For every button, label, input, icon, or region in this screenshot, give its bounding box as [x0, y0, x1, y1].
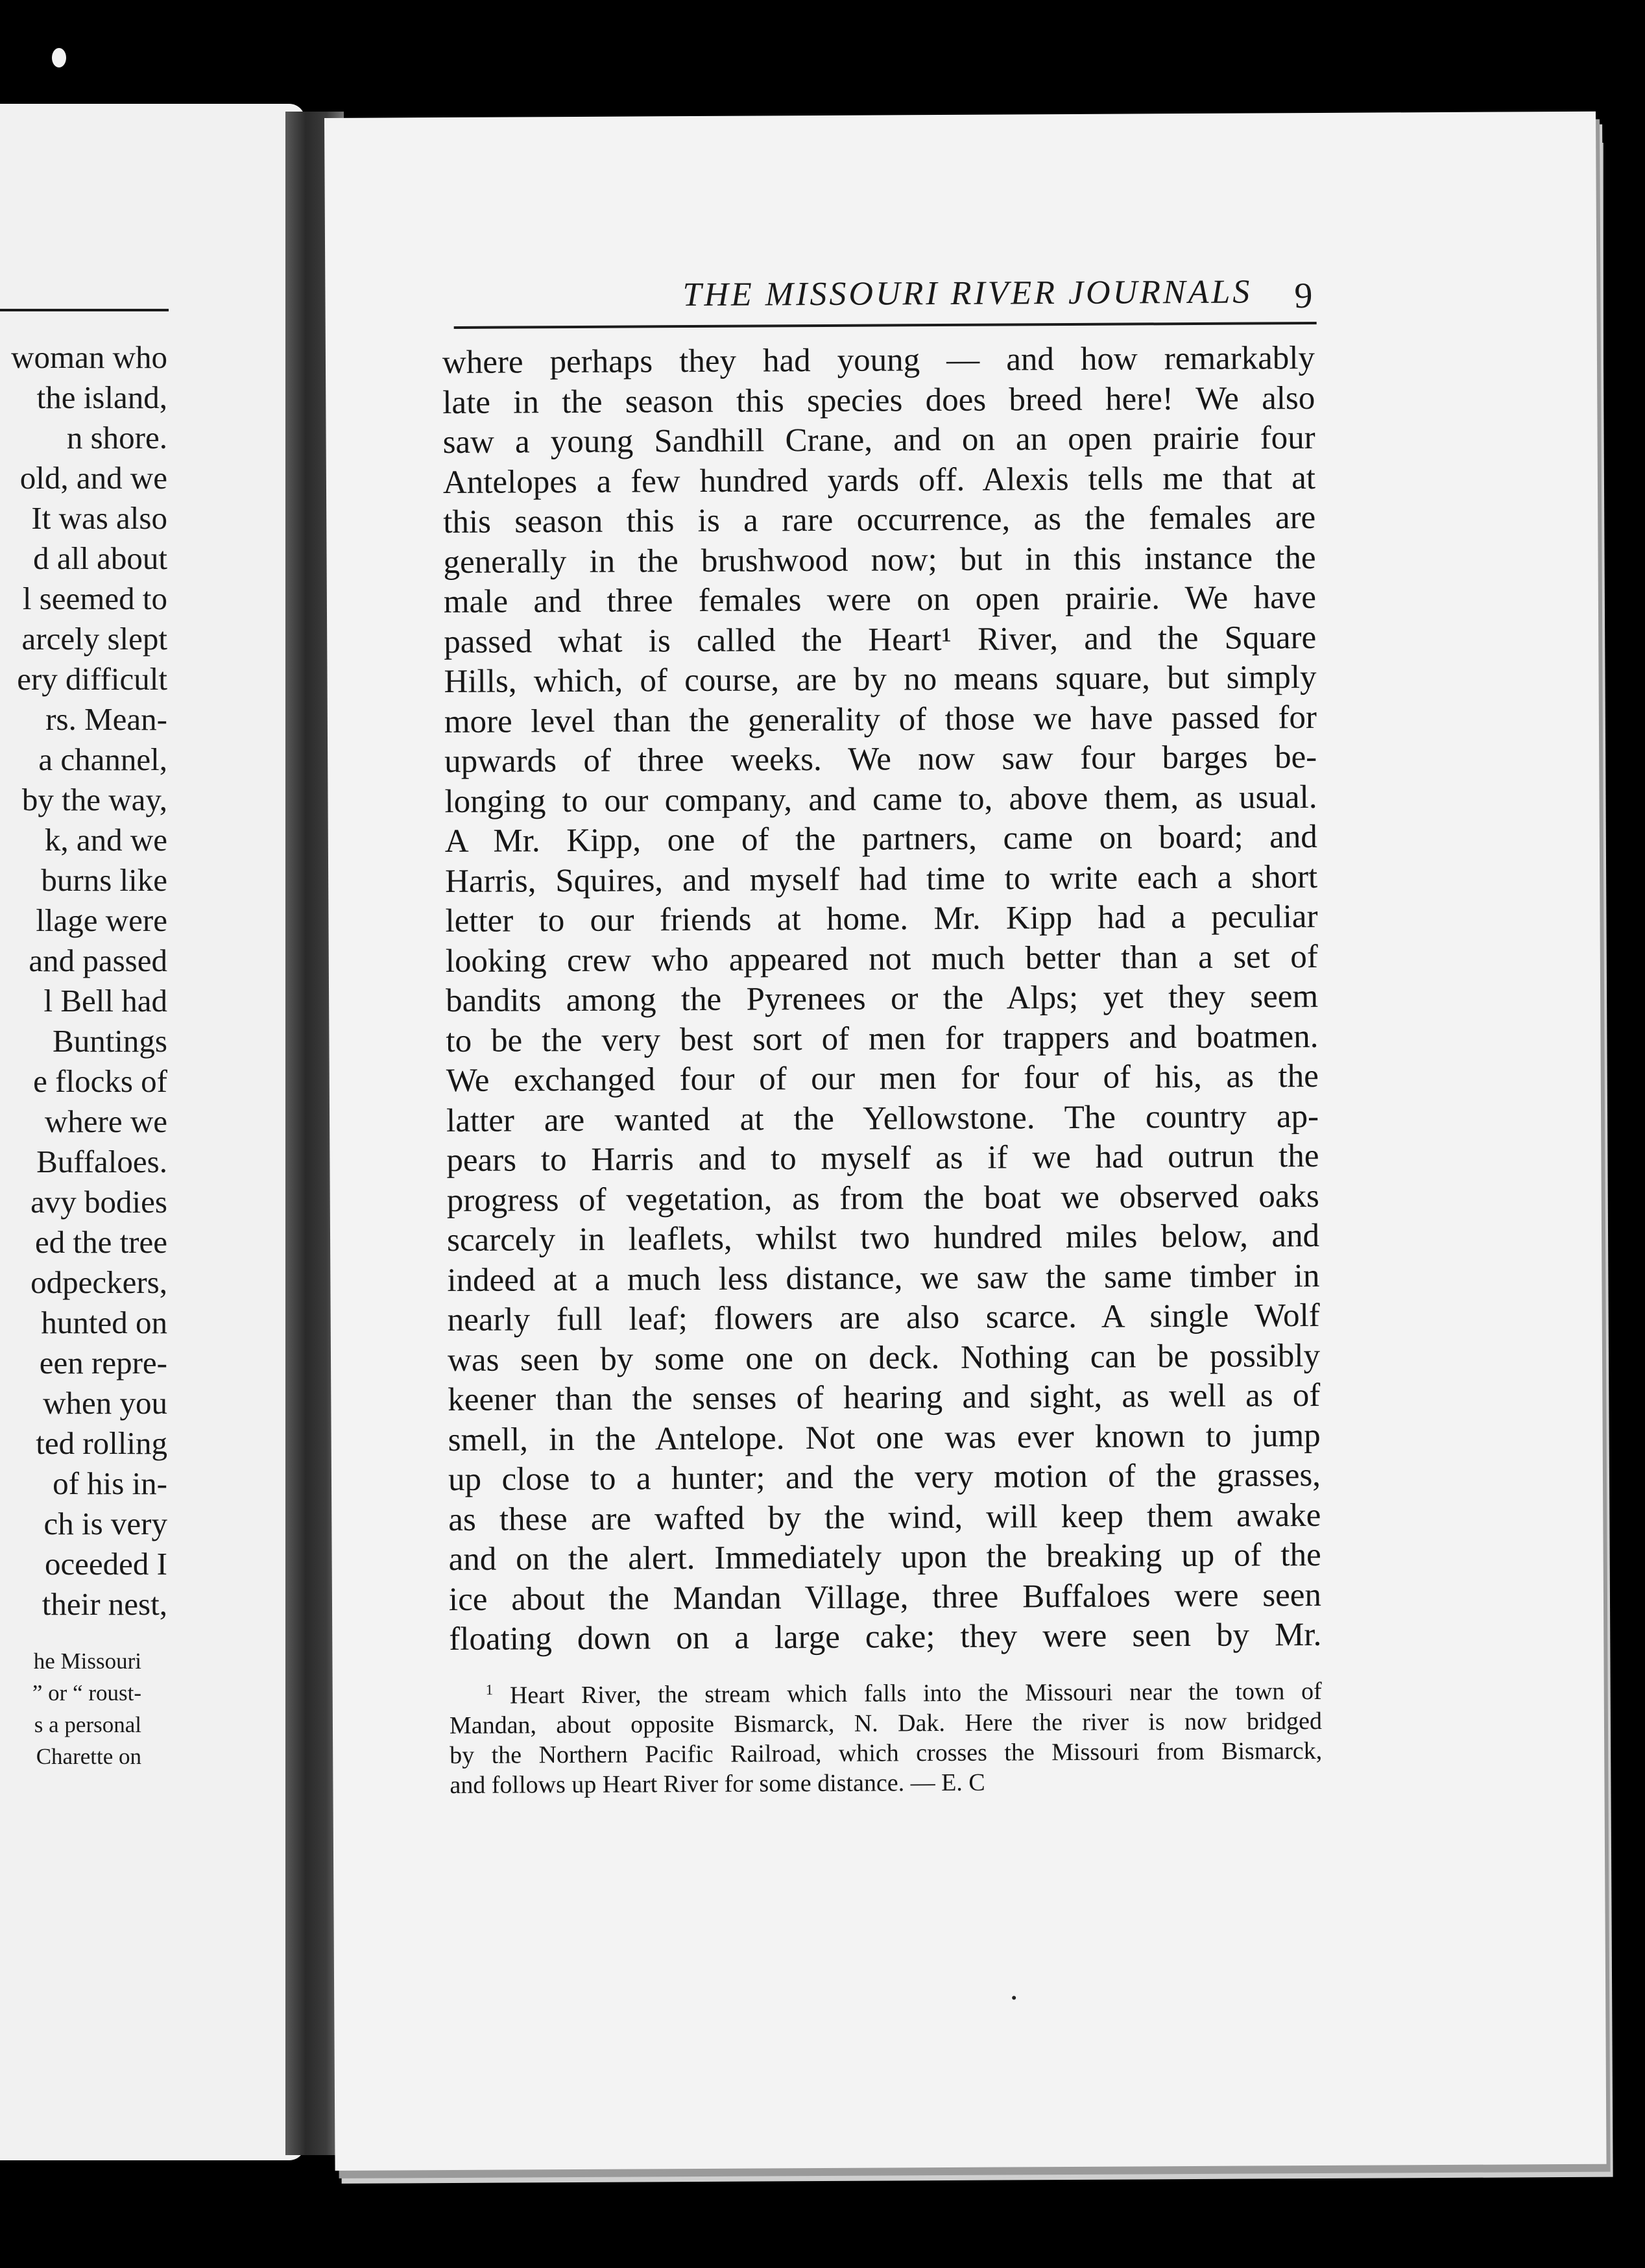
body-line: late in the season this species does breed here! We also	[442, 380, 1315, 421]
left-note-line: he Missouri	[33, 1648, 141, 1674]
left-line: burns like	[41, 862, 167, 898]
body-line: bandits among the Pyrenees or the Alps; yet they seem	[445, 978, 1319, 1020]
body-line: male and three females were on open prairie. We have	[443, 579, 1317, 621]
body-line: saw a young Sandhill Crane, and on an open prairie four	[442, 420, 1315, 461]
left-line: odpeckers,	[30, 1264, 167, 1300]
left-line: d all about	[33, 540, 167, 576]
footnote-line: by the Northern Pacific Railroad, which crosses the Missouri from Bismarck,	[450, 1737, 1323, 1770]
footnote-line: Mandan, about opposite Bismarck, N. Dak. Here the river is now bridged	[449, 1707, 1323, 1740]
left-line: avy bodies	[30, 1184, 167, 1220]
left-page-header-rule	[0, 309, 169, 311]
left-line: old, and we	[19, 460, 167, 496]
left-line: l seemed to	[22, 581, 167, 616]
left-line: k, and we	[44, 822, 167, 858]
left-line: ch is very	[43, 1506, 167, 1541]
body-line: Hills, which, of course, are by no means square, but simply	[444, 659, 1317, 701]
left-line: a channel,	[38, 742, 167, 777]
page-number: 9	[1294, 276, 1313, 317]
body-line: as these are wafted by the wind, will keep them awake	[448, 1497, 1321, 1538]
body-line: keener than the senses of hearing and sight, as well as of	[448, 1377, 1321, 1419]
body-text	[442, 339, 1322, 1660]
left-line: oceeded I	[44, 1546, 167, 1582]
body-line: indeed at a much less distance, we saw the same timber in	[447, 1257, 1320, 1299]
body-line: to be the very best sort of men for trappers and boatmen.	[446, 1018, 1319, 1059]
scan-artifact-dot	[52, 48, 66, 67]
body-line: scarcely in leaflets, whilst two hundred miles below, and	[446, 1217, 1320, 1259]
body-line: A Mr. Kipp, one of the partners, came on board; and	[444, 819, 1317, 860]
body-line: Antelopes a few hundred yards off. Alexis tells me that at	[442, 459, 1316, 501]
left-line: llage were	[36, 902, 167, 938]
left-line: and passed	[29, 943, 167, 978]
left-line: Buffaloes.	[36, 1144, 167, 1179]
body-line: smell, in the Antelope. Not one was ever known to jump	[448, 1417, 1321, 1458]
page-speck	[1012, 1996, 1016, 1999]
body-line: where perhaps they had young — and how remarkably	[442, 340, 1315, 381]
footnote-first-line	[450, 1676, 1322, 1711]
body-line: looking crew who appeared not much better than a set of	[445, 938, 1318, 980]
body-line: ice about the Mandan Village, three Buffaloes were seen	[448, 1576, 1322, 1618]
left-line: by the way,	[21, 782, 167, 817]
left-line: een repre-	[39, 1345, 167, 1381]
left-page-text	[11, 337, 167, 1624]
main-page	[324, 112, 1607, 2171]
left-line: their nest,	[42, 1586, 167, 1622]
left-line: of his in-	[53, 1466, 167, 1501]
left-line: l Bell had	[43, 983, 167, 1019]
left-note-line: ” or “ roust-	[32, 1680, 141, 1706]
left-page-footnotes	[32, 1645, 141, 1772]
body-line: upwards of three weeks. We now saw four barges be-	[444, 739, 1317, 780]
left-line: Buntings	[53, 1023, 167, 1059]
left-line: n shore.	[66, 420, 167, 455]
left-line: where we	[44, 1104, 167, 1139]
body-line: pears to Harris and to myself as if we had outrun the	[446, 1137, 1319, 1179]
left-line: woman who	[11, 339, 167, 375]
footnote	[450, 1676, 1323, 1800]
left-line: ted rolling	[36, 1425, 167, 1461]
left-line: when you	[43, 1385, 167, 1421]
left-line: arcely slept	[21, 621, 167, 657]
left-facing-page	[0, 104, 305, 2160]
body-line: more level than the generality of those we have passed for	[444, 699, 1317, 740]
left-line: hunted on	[41, 1305, 167, 1340]
body-line: up close to a hunter; and the very motion of the grasses,	[448, 1456, 1321, 1499]
body-line: letter to our friends at home. Mr. Kipp had a peculiar	[445, 898, 1318, 940]
left-line: ery difficult	[17, 661, 167, 697]
footnote-marker: 1	[485, 1682, 494, 1698]
left-note-line: Charette on	[36, 1744, 141, 1769]
body-line: Harris, Squires, and myself had time to write each a short	[445, 858, 1318, 900]
body-line: latter are wanted at the Yellowstone. The country ap-	[446, 1098, 1319, 1139]
running-head: THE MISSOURI RIVER JOURNALS	[682, 273, 1253, 314]
footnote-line: and follows up Heart River for some distance. — E. C	[450, 1768, 985, 1800]
left-line: It was also	[31, 500, 167, 536]
left-line: e flocks of	[33, 1063, 167, 1099]
body-line: We exchanged four of our men for four of his, as the	[446, 1057, 1319, 1100]
body-line: nearly full leaf; flowers are also scarce. A single Wolf	[447, 1297, 1320, 1339]
left-line: ed the tree	[34, 1224, 167, 1260]
body-line: was seen by some one on deck. Nothing can be possibly	[447, 1337, 1321, 1379]
body-line: passed what is called the Heart¹ River, and the Square	[444, 619, 1317, 660]
left-note-line: s a personal	[34, 1712, 141, 1737]
footnote-line-text: Heart River, the stream which falls into the Missouri near the town of	[509, 1677, 1322, 1709]
body-line: and on the alert. Immediately upon the breaking up of the	[448, 1536, 1321, 1578]
body-line: floating down on a large cake; they were seen by Mr.	[449, 1616, 1322, 1658]
body-line: generally in the brushwood now; but in this instance the	[443, 539, 1316, 581]
left-line: the island,	[36, 380, 167, 415]
body-line: progress of vegetation, as from the boat we observed oaks	[446, 1177, 1319, 1219]
body-line: longing to our company, and came to, above them, as usual.	[444, 778, 1317, 820]
left-line: rs. Mean-	[45, 701, 167, 737]
body-line: this season this is a rare occurrence, as the females are	[443, 500, 1316, 541]
